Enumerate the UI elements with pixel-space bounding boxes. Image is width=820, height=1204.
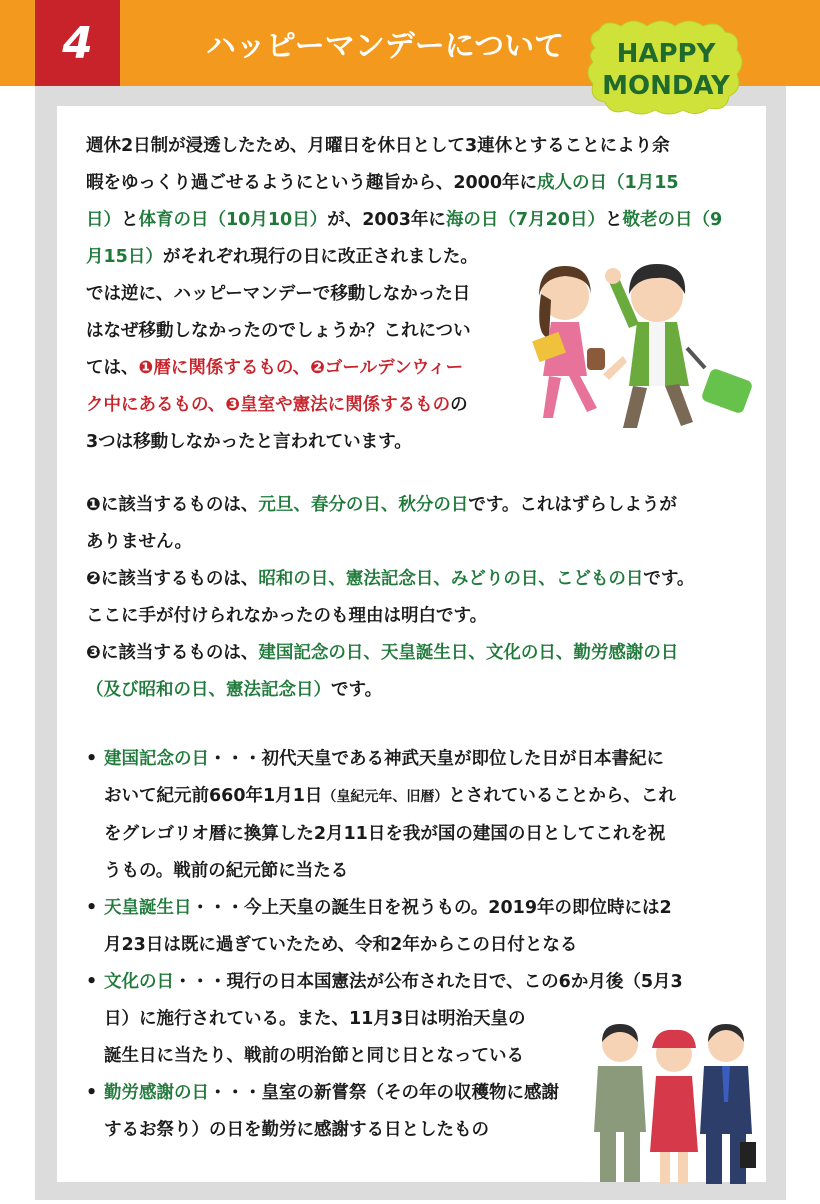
reason-3-text: です。 <box>331 680 383 700</box>
holiday-note: （皇紀元年、旧暦） <box>322 789 449 805</box>
badge-monday: MONDAY <box>602 71 730 101</box>
holiday-desc: 月23日は既に過ぎていたため、令和2年からこの日付となる <box>104 935 578 955</box>
holiday-seijin: 成人の日（1月15 <box>537 173 679 193</box>
connector: と <box>121 210 139 230</box>
reason-3-holidays-cont: （及び昭和の日、憲法記念日） <box>86 680 331 700</box>
reason-details <box>86 487 746 709</box>
reason-1-text-cont: ありません。 <box>86 532 193 552</box>
holiday-desc: うもの。戦前の紀元節に当たる <box>104 861 349 881</box>
reason-list-cont: ク中にあるもの、❸皇室や憲法に関係するもの <box>86 395 451 415</box>
holiday-desc: 日）に施行されている。また、11月3日は明治天皇の <box>104 1009 526 1029</box>
list-item <box>86 741 746 890</box>
holiday-desc: ・・・皇室の新嘗祭（その年の収穫物に感謝 <box>209 1083 559 1103</box>
connector: と <box>604 210 623 230</box>
holiday-keirou-end: 月15日） <box>86 247 163 267</box>
section-number: 4 <box>35 0 120 86</box>
holiday-desc: おいて紀元前660年1月1日 <box>104 786 323 806</box>
holiday-name: 文化の日 <box>104 972 174 992</box>
holiday-desc: ・・・今上天皇の誕生日を祝うもの。2019年の即位時には2 <box>191 898 672 918</box>
holiday-keirou: 敬老の日（9 <box>622 210 723 230</box>
happy-monday-badge <box>585 18 747 116</box>
workers-illustration <box>590 1022 760 1190</box>
intro-line-4: がそれぞれ現行の日に改正されました。 <box>162 247 478 267</box>
holiday-taiiku: 体育の日（10月10日） <box>138 210 328 230</box>
holiday-seijin-end: 日） <box>86 210 121 230</box>
reason-2-text-cont: ここに手が付けられなかったのも理由は明白です。 <box>86 606 488 626</box>
intro-line-5: では逆に、ハッピーマンデーで移動しなかった日 <box>86 284 471 304</box>
holiday-name: 建国記念の日 <box>104 749 209 769</box>
holiday-desc: するお祭り）の日を勤労に感謝する日としたもの <box>104 1120 489 1140</box>
travelers-illustration <box>525 256 760 436</box>
holiday-name: 勤労感謝の日 <box>104 1083 209 1103</box>
list-item <box>86 890 746 964</box>
connector: が、2003年に <box>327 210 446 230</box>
reason-1-text: です。これはずらしようが <box>468 495 677 515</box>
badge-happy: HAPPY <box>616 39 716 69</box>
intro-line-9: 3つは移動しなかったと言われています。 <box>86 432 412 452</box>
holiday-desc: ・・・初代天皇である神武天皇が即位した日が日本書紀に <box>209 749 664 769</box>
holiday-desc: ・・・現行の日本国憲法が公布された日で、この6か月後（5月3 <box>174 972 683 992</box>
holiday-desc: 誕生日に当たり、戦前の明治節と同じ日となっている <box>104 1046 524 1066</box>
reason-2-text: です。 <box>643 569 695 589</box>
reason-2-holidays: 昭和の日、憲法記念日、みどりの日、こどもの日 <box>258 569 644 589</box>
page-title: ハッピーマンデーについて <box>205 29 565 64</box>
intro-line-2: 暇をゆっくり過ごせるようにという趣旨から、2000年に <box>86 173 538 193</box>
reason-1-label: ❶に該当するものは、 <box>86 495 259 515</box>
intro-line-1: 週休2日制が浸透したため、月曜日を休日として3連休とすることにより余 <box>86 136 670 156</box>
reason-3-label: ❸に該当するものは、 <box>86 643 259 663</box>
reason-3-holidays: 建国記念の日、天皇誕生日、文化の日、勤労感謝の日 <box>258 643 679 663</box>
connector: の <box>450 395 468 415</box>
intro-line-6: はなぜ移動しなかったのでしょうか？これについ <box>86 321 471 341</box>
holiday-desc: とされていることから、これ <box>448 786 676 806</box>
reason-list: ❶暦に関係するもの、❷ゴールデンウィー <box>138 358 464 378</box>
holiday-umi: 海の日（7月20日） <box>445 210 605 230</box>
reason-2-label: ❷に該当するものは、 <box>86 569 259 589</box>
intro-line-7: ては、 <box>86 358 139 378</box>
holiday-name: 天皇誕生日 <box>104 898 192 918</box>
reason-1-holidays: 元旦、春分の日、秋分の日 <box>258 495 469 515</box>
holiday-desc: をグレゴリオ暦に換算した2月11日を我が国の建国の日としてこれを祝 <box>104 824 666 844</box>
